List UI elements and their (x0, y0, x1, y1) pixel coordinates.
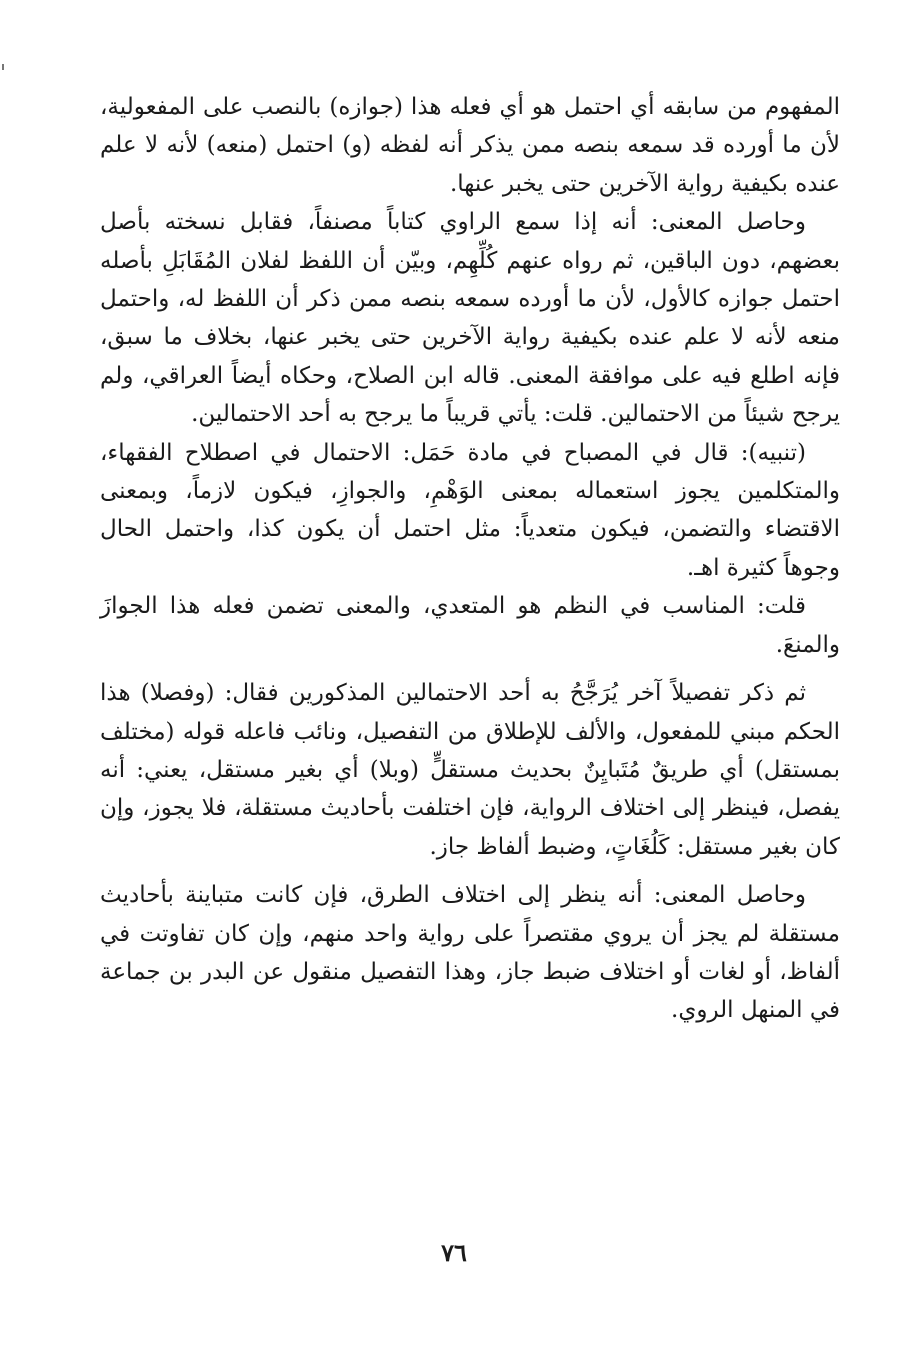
paragraph-summary-meaning: وحاصل المعنى: أنه إذا سمع الراوي كتاباً مصنفاً، فقابل نسخته بأصل بعضهم، دون الباقين، ثم رواه عنهم كُلِّهِم، وبيّن أن اللفظ لفلان المُقَابَلِ بأصله احتمل جوازه كالأول، لأن ما أورده سمعه بنصه ممن ذكر أن اللفظ له، واحتمل منعه لأنه لا علم عنده بكيفية رواية الآخرين حتى يخبر عنها، بخلاف ما سبق، فإنه اطلع فيه على موافقة المعنى. قاله ابن الصلاح، وحكاه أيضاً العراقي، ولم يرجح شيئاً من الاحتمالين. قلت: يأتي قريباً ما يرجح به أحد الاحتمالين. (100, 209, 840, 428)
paragraph-opinion: قلت: المناسب في النظم هو المتعدي، والمعنى تضمن فعله هذا الجوازَ والمنعَ. (100, 593, 840, 658)
page-number: ٧٦ (441, 1238, 467, 1267)
paragraph-note: (تنبيه): قال في المصباح في مادة حَمَل: الاحتمال في اصطلاح الفقهاء، والمتكلمين يجوز استعماله بمعنى الوَهْمِ، والجوازِ، فيكون لازماً، وبمعنى الاقتضاء والتضمن، فيكون متعدياً: مثل احتمل أن يكون كذا، واحتمل الحال وجوهاً كثيرة اهـ. (100, 439, 840, 581)
paragraph-detail: ثم ذكر تفصيلاً آخر يُرَجَّحُ به أحد الاحتمالين المذكورين فقال: (وفصلا) هذا الحكم مبني للمفعول، والألف للإطلاق من التفصيل، ونائب فاعله قوله (مختلف بمستقل) أي طريقٌ مُتَبايِنٌ بحديث مستقلٍّ (وبلا) أي بغير مستقل، يعني: أنه يفصل، فينظر إلى اختلاف الرواية، فإن اختلفت بأحاديث مستقلة، فلا يجوز، وإن كان بغير مستقل: كَلُغَاتٍ، وضبط ألفاظ جاز. (100, 680, 840, 860)
paragraph-summary-final: وحاصل المعنى: أنه ينظر إلى اختلاف الطرق، فإن كانت متباينة بأحاديث مستقلة لم يجز أن يروي مقتصراً على رواية واحد منهم، وإن كان تفاوتت في ألفاظ، أو لغات أو اختلاف ضبط جاز، وهذا التفصيل منقول عن البدر بن جماعة في المنهل الروي. (100, 882, 840, 1024)
scan-edge-mark (2, 64, 4, 70)
paragraph-continuation: المفهوم من سابقه أي احتمل هو أي فعله هذا (جوازه) بالنصب على المفعولية، لأن ما أورده قد سمعه بنصه ممن يذكر أنه لفظه (و) احتمل (منعه) لأنه لا علم عنده بكيفية رواية الآخرين حتى يخبر عنها. (100, 94, 840, 197)
body-text (100, 88, 840, 1030)
